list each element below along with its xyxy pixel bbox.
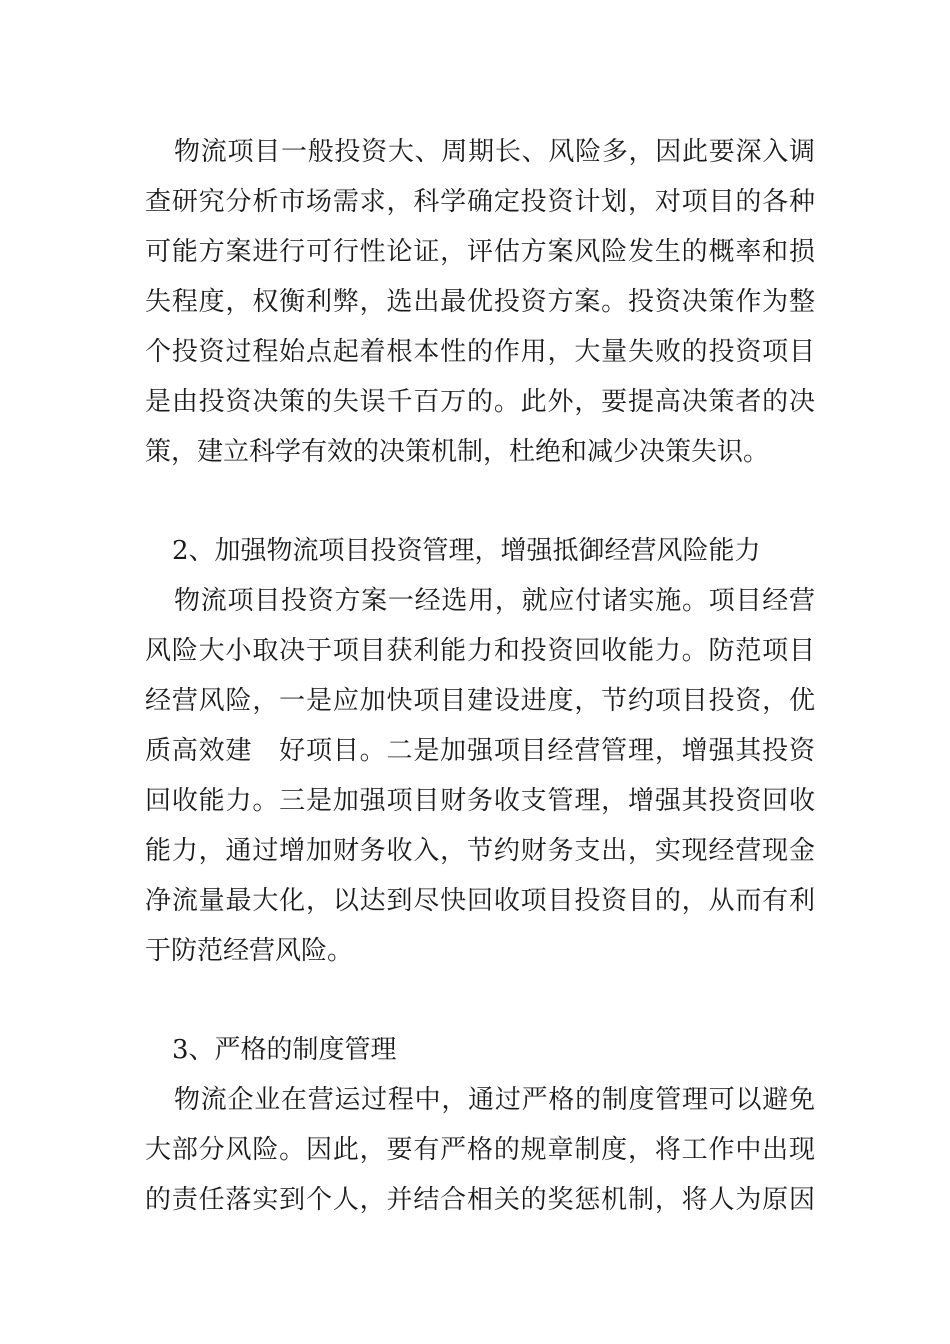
- paragraph-2-line-2: 风险大小取决于项目获利能力和投资回收能力。防范项目: [145, 636, 815, 666]
- paragraph-1-line-2: 查研究分析市场需求，科学确定投资计划，对项目的各种: [145, 187, 815, 217]
- paragraph-2-line-4: 质高效建 好项目。二是加强项目经营管理，增强其投资: [145, 736, 815, 766]
- section-heading-2: 2、加强物流项目投资管理，增强抵御经营风险能力: [172, 536, 761, 566]
- paragraph-1-line-3: 可能方案进行可行性论证，评估方案风险发生的概率和损: [145, 237, 815, 267]
- paragraph-1-line-1: 物流项目一般投资大、周期长、风险多，因此要深入调: [174, 137, 815, 167]
- paragraph-3-line-2: 大部分风险。因此，要有严格的规章制度，将工作中出现: [145, 1135, 815, 1165]
- section-heading-3: 3、严格的制度管理: [172, 1035, 397, 1065]
- paragraph-2-line-5: 回收能力。三是加强项目财务收支管理，增强其投资回收: [145, 786, 815, 816]
- paragraph-2-line-3: 经营风险，一是应加快项目建设进度，节约项目投资，优: [145, 686, 815, 716]
- paragraph-1-line-6: 是由投资决策的失误千百万的。此外，要提高决策者的决: [145, 387, 815, 417]
- paragraph-3-line-1: 物流企业在营运过程中，通过严格的制度管理可以避免: [174, 1085, 815, 1115]
- paragraph-1-line-5: 个投资过程始点起着根本性的作用，大量失败的投资项目: [145, 337, 815, 367]
- paragraph-2-line-8: 于防范经营风险。: [145, 936, 354, 966]
- paragraph-1-line-4: 失程度，权衡利弊，选出最优投资方案。投资决策作为整: [145, 287, 815, 317]
- paragraph-3-line-3: 的责任落实到个人，并结合相关的奖惩机制，将人为原因: [145, 1185, 815, 1215]
- paragraph-1-line-7: 策，建立科学有效的决策机制，杜绝和减少决策失识。: [145, 437, 770, 467]
- paragraph-2-line-1: 物流项目投资方案一经选用，就应付诸实施。项目经营: [174, 586, 815, 616]
- paragraph-2-line-7: 净流量最大化，以达到尽快回收项目投资目的，从而有利: [145, 886, 815, 916]
- paragraph-2-line-6: 能力，通过增加财务收入，节约财务支出，实现经营现金: [145, 836, 815, 866]
